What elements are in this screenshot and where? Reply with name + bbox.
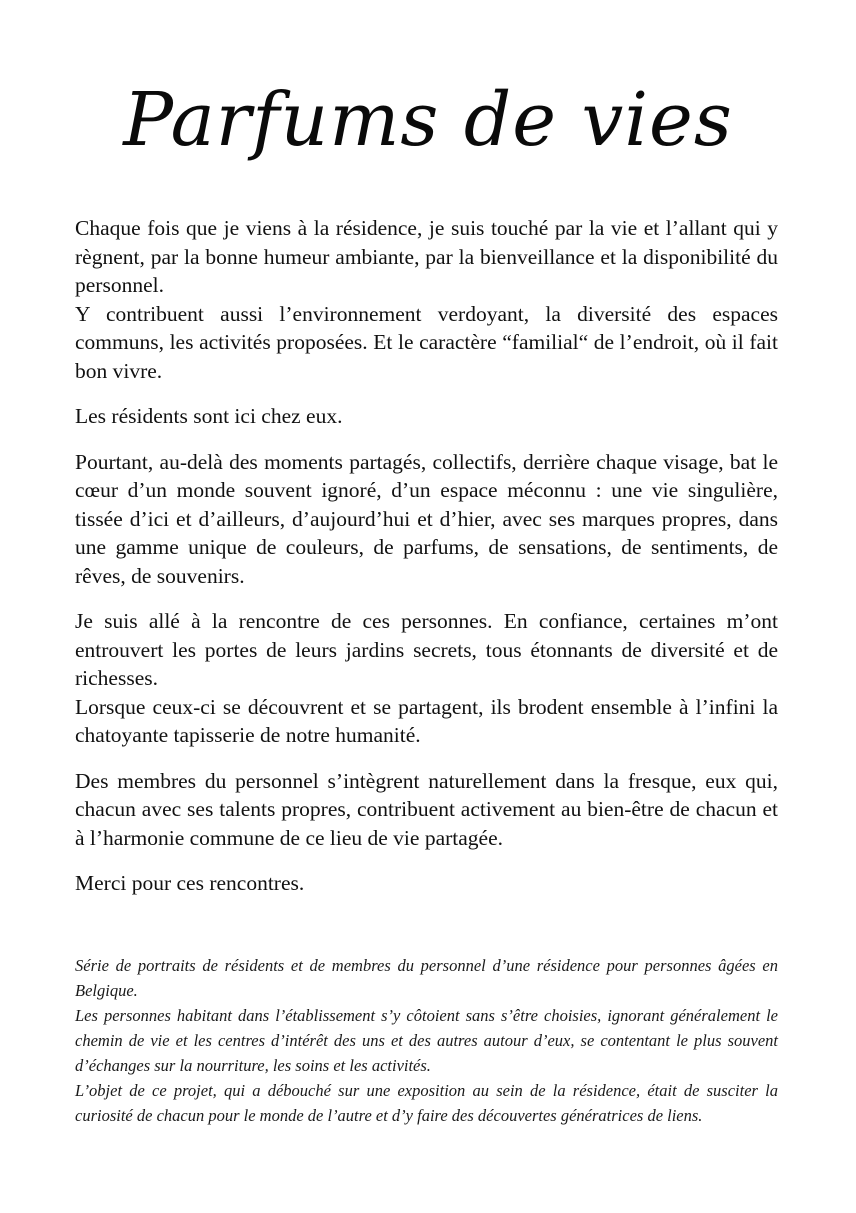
paragraph-line: Chaque fois que je viens à la résidence, je suis touché par la vie et l’allant qui y règnent, par la bonne humeur ambiante, par la bienveillance et la disponibilité du personnel. [75,216,778,297]
paragraph-line: Des membres du personnel s’intègrent naturellement dans la fresque, eux qui, chacun avec ses talents propres, contribuent activement au bien-être de chacun et à l’harmonie commune de ce lieu de vie partagée. [75,768,778,850]
paragraph-line: Pourtant, au-delà des moments partagés, collectifs, derrière chaque visage, bat le cœur d’un monde souvent ignoré, d’un espace méconnu : une vie singulière, tissée d’ici et d’ailleurs, d’aujourd’hui et d’hier, avec ses marques propres, dans une gamme unique de couleurs, de parfums, de sensations, de sentiments, de rêves, de souvenirs. [75,449,778,588]
paragraph-residents [75,402,778,431]
paragraph-thanks [75,869,778,898]
caption-line: L’objet de ce projet, qui a débouché sur une exposition au sein de la résidence, était de susciter la curiosité de chacun pour le monde de l’autre et d’y faire des découvertes génératrices de liens. [75,1081,778,1125]
paragraph-faces [75,448,778,591]
paragraph-line: Lorsque ceux-ci se découvrent et se partagent, ils brodent ensemble à l’infini la chatoyante tapisserie de notre humanité. [75,694,778,747]
paragraph-staff [75,767,778,853]
caption-line: Les personnes habitant dans l’établissement s’y côtoient sans s’être choisies, ignorant généralement le chemin de vie et les centres d’intérêt des uns et des autres autour d’eux, se contentant le plus souvent d’échanges sur la nourriture, les soins et les activités. [75,1006,778,1075]
paragraph-line: Les résidents sont ici chez eux. [75,404,343,428]
caption-note [75,953,778,1128]
caption-line: Série de portraits de résidents et de membres du personnel d’une résidence pour personnes âgées en Belgique. [75,956,778,1000]
paragraph-encounters [75,607,778,750]
body-text [75,214,778,915]
paragraph-line: Merci pour ces rencontres. [75,871,305,895]
paragraph-line: Y contribuent aussi l’environnement verdoyant, la diversité des espaces communs, les activités proposées. Et le caractère “familial“ de l’endroit, où il fait bon vivre. [75,301,778,383]
page-title: Parfums de vies [123,77,733,163]
paragraph-line: Je suis allé à la rencontre de ces personnes. En confiance, certaines m’ont entrouvert les portes de leurs jardins secrets, tous étonnants de diversité et de richesses. [75,609,778,690]
paragraph-intro [75,214,778,385]
